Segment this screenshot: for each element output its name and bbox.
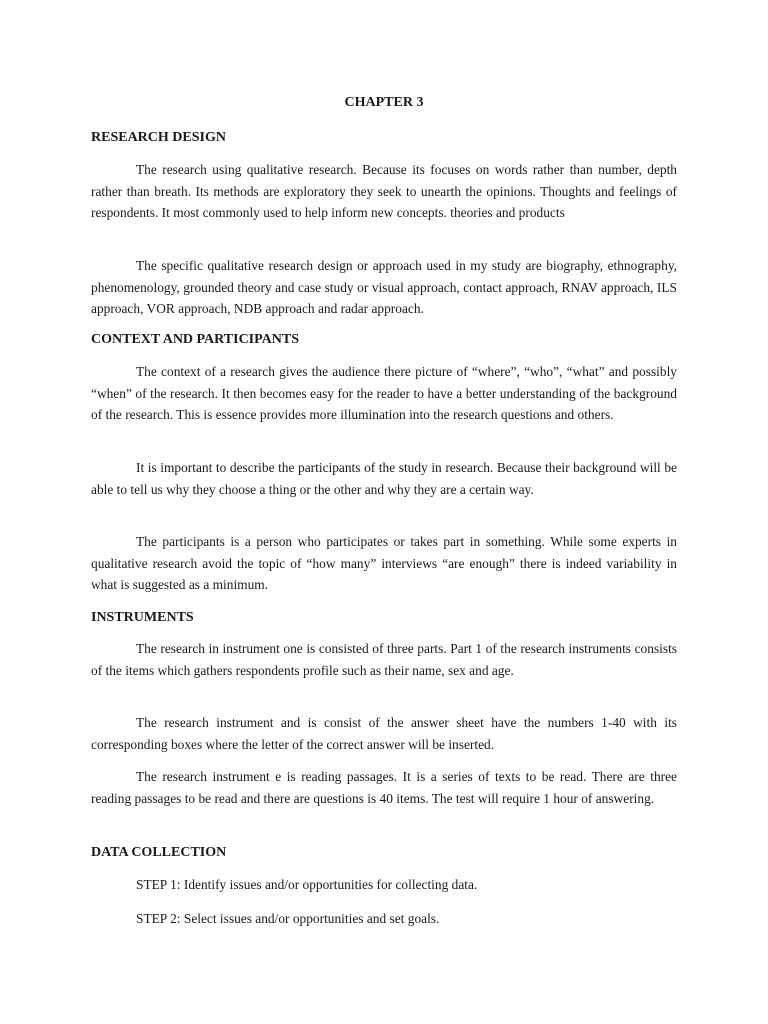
paragraph: It is important to describe the participants of the study in research. Because their background will be able to tell us why they choose a thing or the other and why they are a certain way.	[91, 460, 677, 497]
paragraph: The research using qualitative research. Because its focuses on words rather than number, depth rather than breath. Its methods are exploratory they seek to unearth the opinions. Thoughts and feelings of respondents. It most commonly used to help inform new concepts. theories and products	[91, 162, 677, 221]
section-heading-research-design: RESEARCH DESIGN	[91, 130, 226, 145]
paragraph: The context of a research gives the audience there picture of “where”, “who”, “what” and possibly “when” of the research. It then becomes easy for the reader to have a better understanding of the background of the research. This is essence provides more illumination into the research questions and others.	[91, 364, 677, 423]
chapter-title: CHAPTER 3	[344, 95, 424, 110]
paragraph: The research in instrument one is consisted of three parts. Part 1 of the research instruments consists of the items which gathers respondents profile such as their name, sex and age.	[91, 641, 677, 678]
paragraph: The research instrument e is reading passages. It is a series of texts to be read. There are three reading passages to be read and there are questions is 40 items. The test will require 1 hour of answering.	[91, 769, 677, 806]
paragraph: The participants is a person who participates or takes part in something. While some experts in qualitative research avoid the topic of “how many” interviews “are enough” there is indeed variability in what is suggested as a minimum.	[91, 534, 677, 593]
data-collection-step: STEP 2: Select issues and/or opportunities and set goals.	[136, 911, 440, 926]
section-heading-instruments: INSTRUMENTS	[91, 610, 194, 625]
data-collection-step: STEP 1: Identify issues and/or opportunities for collecting data.	[136, 877, 478, 892]
section-heading-data-collection: DATA COLLECTION	[91, 845, 227, 860]
paragraph: The specific qualitative research design or approach used in my study are biography, ethnography, phenomenology, grounded theory and case study or visual approach, contact approach, RNAV approach, ILS approach, VOR approach, NDB approach and radar approach.	[91, 258, 677, 317]
paragraph: The research instrument and is consist of the answer sheet have the numbers 1-40 with its corresponding boxes where the letter of the correct answer will be inserted.	[91, 715, 677, 752]
section-heading-context-and-participants: CONTEXT AND PARTICIPANTS	[91, 332, 299, 347]
